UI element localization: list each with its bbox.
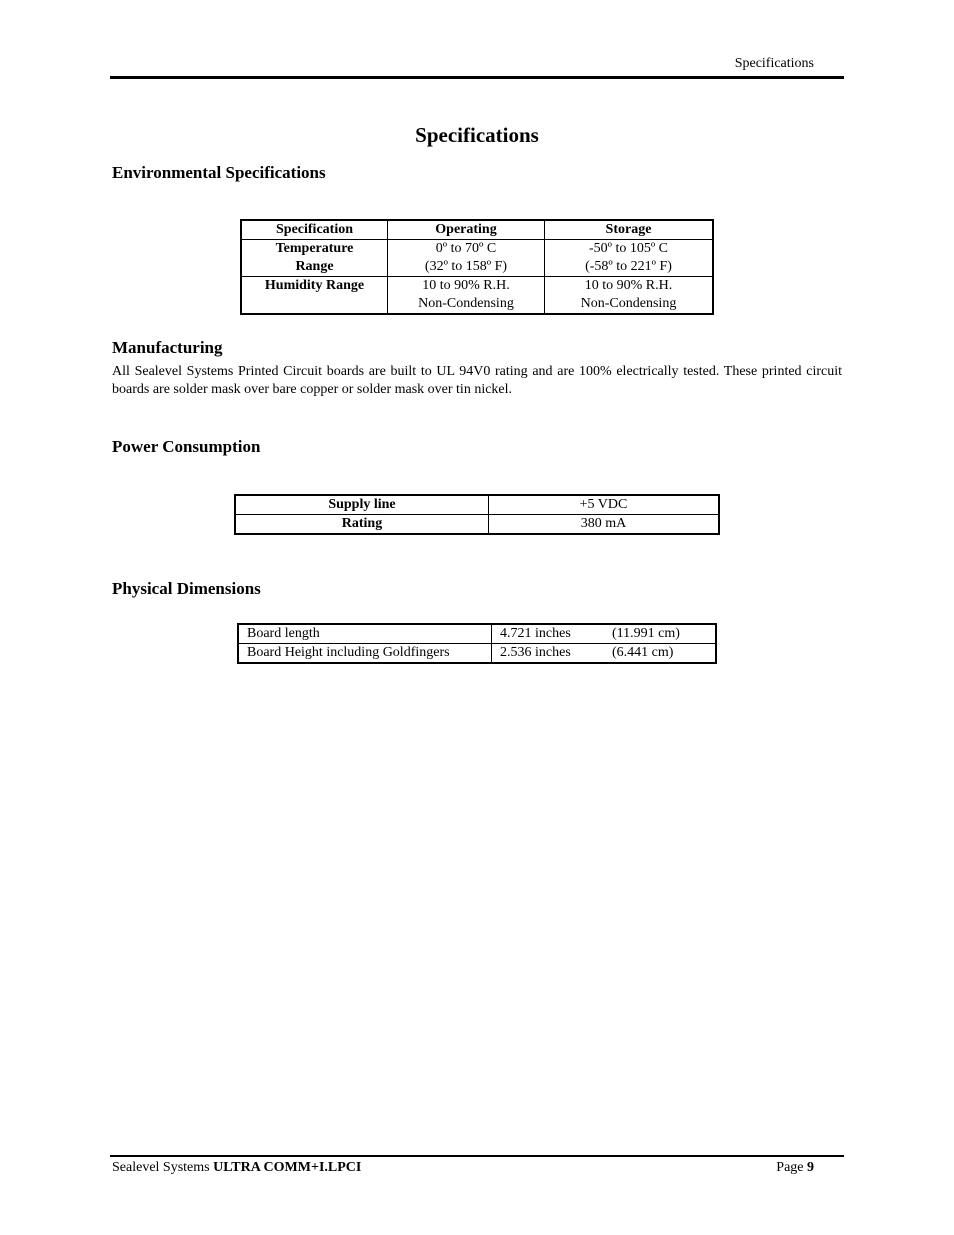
inches-value: 4.721 inches: [500, 626, 571, 641]
row-label-line: Range: [295, 259, 334, 274]
page-label: Page: [776, 1160, 804, 1175]
table-row: [235, 495, 719, 515]
cell-line: (32º to 158º F): [424, 259, 508, 274]
row-label: [241, 240, 388, 277]
running-header: Specifications: [734, 56, 814, 71]
page-number: 9: [807, 1160, 814, 1175]
footer-page: [776, 1160, 814, 1176]
row-label: Board length: [238, 624, 492, 644]
table-row: [241, 240, 713, 277]
row-label: Board Height including Goldfingers: [238, 644, 492, 664]
footer-product-name: ULTRA COMM+I.LPCI: [213, 1160, 362, 1175]
row-label-line: Temperature: [275, 241, 354, 256]
row-value: +5 VDC: [489, 495, 720, 515]
header-rule: [110, 76, 844, 79]
cell-line: (-58º to 221º F): [585, 259, 672, 274]
physical-heading: Physical Dimensions: [112, 579, 261, 598]
dimensions-table: [237, 623, 717, 664]
cell-line: Non-Condensing: [580, 296, 677, 311]
operating-cell: [388, 277, 545, 315]
manufacturing-paragraph: All Sealevel Systems Printed Circuit boards are built to UL 94V0 rating and are 100% electrically tested. These printed circuit boards are solder mask over bare copper or solder mask over tin nickel.: [112, 364, 842, 397]
cell-line: 0º to 70º C: [435, 241, 497, 256]
table-row: [238, 624, 716, 644]
environmental-table: [240, 219, 714, 315]
storage-cell: [545, 277, 714, 315]
cell-line: Non-Condensing: [418, 296, 514, 311]
cell-line: -50º to 105º C: [588, 241, 669, 256]
row-value: [492, 624, 717, 644]
row-label: Rating: [235, 515, 489, 535]
cm-value: (11.991 cm): [612, 626, 680, 641]
inches-value: 2.536 inches: [500, 645, 571, 660]
row-value: [492, 644, 717, 664]
row-label: Supply line: [235, 495, 489, 515]
table-header-row: [241, 220, 713, 240]
column-header: Operating: [388, 220, 545, 240]
power-heading: Power Consumption: [112, 437, 261, 456]
manufacturing-heading: Manufacturing: [112, 338, 223, 357]
cell-line: 10 to 90% R.H.: [422, 278, 510, 293]
row-label: [241, 277, 388, 315]
table-row: [238, 644, 716, 664]
footer-company: Sealevel Systems: [112, 1160, 210, 1175]
column-header: Storage: [545, 220, 714, 240]
page-title: Specifications: [415, 123, 539, 147]
column-header: Specification: [241, 220, 388, 240]
footer-rule: [110, 1155, 844, 1157]
row-label-line: Humidity Range: [264, 278, 365, 293]
cm-value: (6.441 cm): [612, 645, 674, 660]
footer-product: [112, 1160, 361, 1176]
cell-line: 10 to 90% R.H.: [584, 278, 673, 293]
table-row: [241, 277, 713, 315]
table-row: [235, 515, 719, 535]
power-table: [234, 494, 720, 535]
environmental-heading: Environmental Specifications: [112, 163, 326, 182]
storage-cell: [545, 240, 714, 277]
row-value: 380 mA: [489, 515, 720, 535]
operating-cell: [388, 240, 545, 277]
